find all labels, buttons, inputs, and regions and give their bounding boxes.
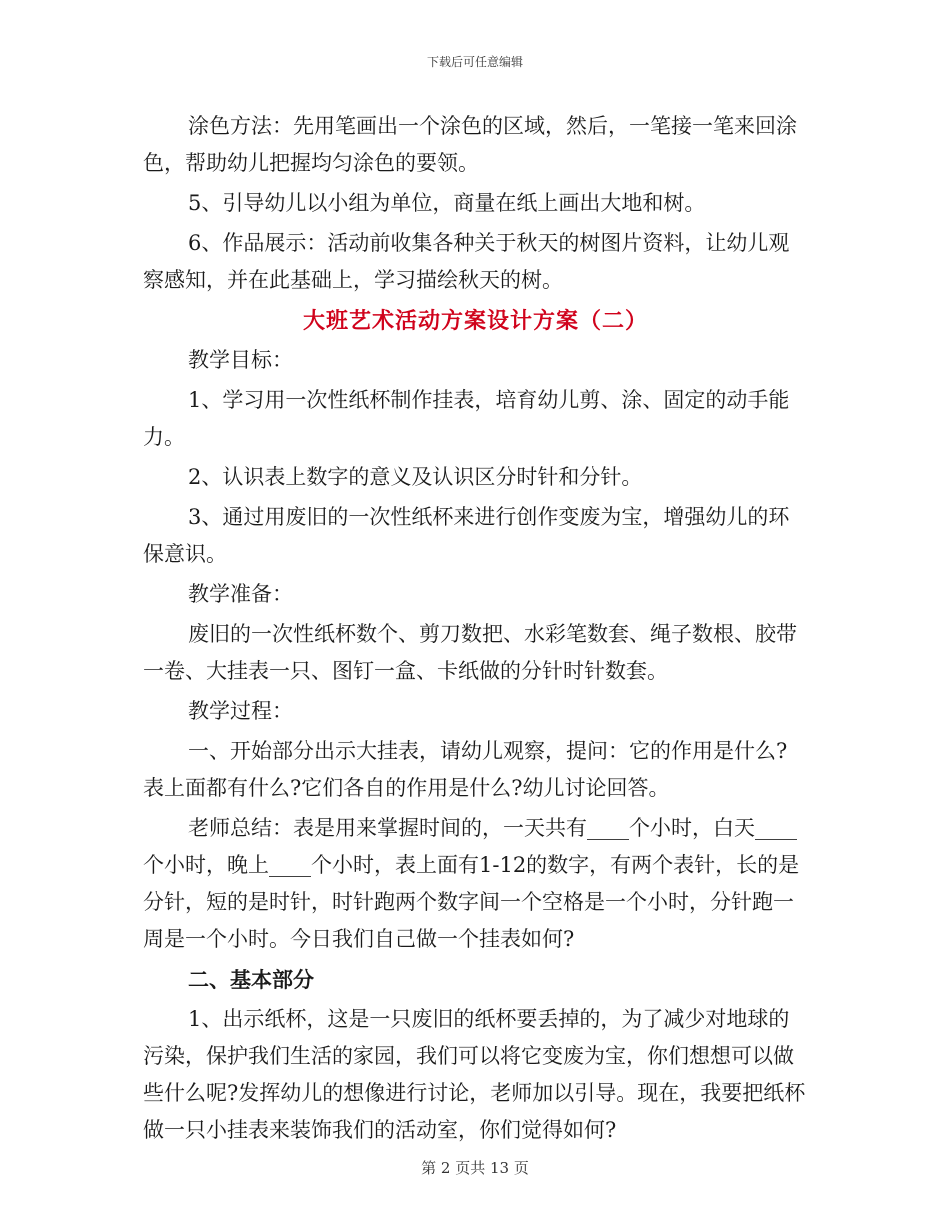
document-body <box>143 108 808 1149</box>
paragraph-coloring-method: 涂色方法：先用笔画出一个涂色的区域，然后，一笔接一笔来回涂色，帮助幼儿把握均匀涂色的要领。 <box>143 114 797 175</box>
paragraph-preparation-heading: 教学准备： <box>188 582 293 606</box>
paragraph-goal-3: 3、通过用废旧的一次性纸杯来进行创作变废为宝，增强幼儿的环保意识。 <box>143 505 790 566</box>
paragraph-teacher-summary: 老师总结：表是用来掌握时间的，一天共有____个小时，白天____个小时，晚上____个小时，表上面有1-12的数字，有两个表针，长的是分针，短的是时针，时针跑两个数字间一个空格是一个小时，分针跑一周是一个小时。今日我们自己做一个挂表如何? <box>143 816 800 951</box>
page-footer: 第 2 页共 13 页 <box>421 1159 529 1177</box>
paragraph-teaching-goals-heading: 教学目标： <box>188 348 293 372</box>
page-header: 下载后可任意编辑 <box>426 55 523 69</box>
paragraph-process-part-1: 一、开始部分出示大挂表，请幼儿观察，提问：它的作用是什么?表上面都有什么?它们各自的作用是什么?幼儿讨论回答。 <box>143 739 788 800</box>
paragraph-goal-2: 2、认识表上数字的意义及认识区分时针和分针。 <box>188 465 643 489</box>
section-title: 大班艺术活动方案设计方案（二） <box>302 308 648 334</box>
paragraph-step-6: 6、作品展示：活动前收集各种关于秋天的树图片资料，让幼儿观察感知，并在此基础上，学习描绘秋天的树。 <box>143 231 790 292</box>
paragraph-process-heading: 教学过程： <box>188 699 293 723</box>
paragraph-basic-part-1: 1、出示纸杯，这是一只废旧的纸杯要丢掉的，为了减少对地球的污染，保护我们生活的家园，我们可以将它变废为宝，你们想想可以做些什么呢?发挥幼儿的想像进行讨论，老师加以引导。现在，我要把纸杯做一只小挂表来装饰我们的活动室，你们觉得如何? <box>143 1007 806 1142</box>
paragraph-step-5: 5、引导幼儿以小组为单位，商量在纸上画出大地和树。 <box>188 191 706 215</box>
paragraph-basic-part-heading: 二、基本部分 <box>188 967 314 992</box>
paragraph-goal-1: 1、学习用一次性纸杯制作挂表，培育幼儿剪、涂、固定的动手能力。 <box>143 388 790 449</box>
paragraph-preparation-items: 废旧的一次性纸杯数个、剪刀数把、水彩笔数套、绳子数根、胶带一卷、大挂表一只、图钉一盒、卡纸做的分针时针数套。 <box>143 622 797 683</box>
